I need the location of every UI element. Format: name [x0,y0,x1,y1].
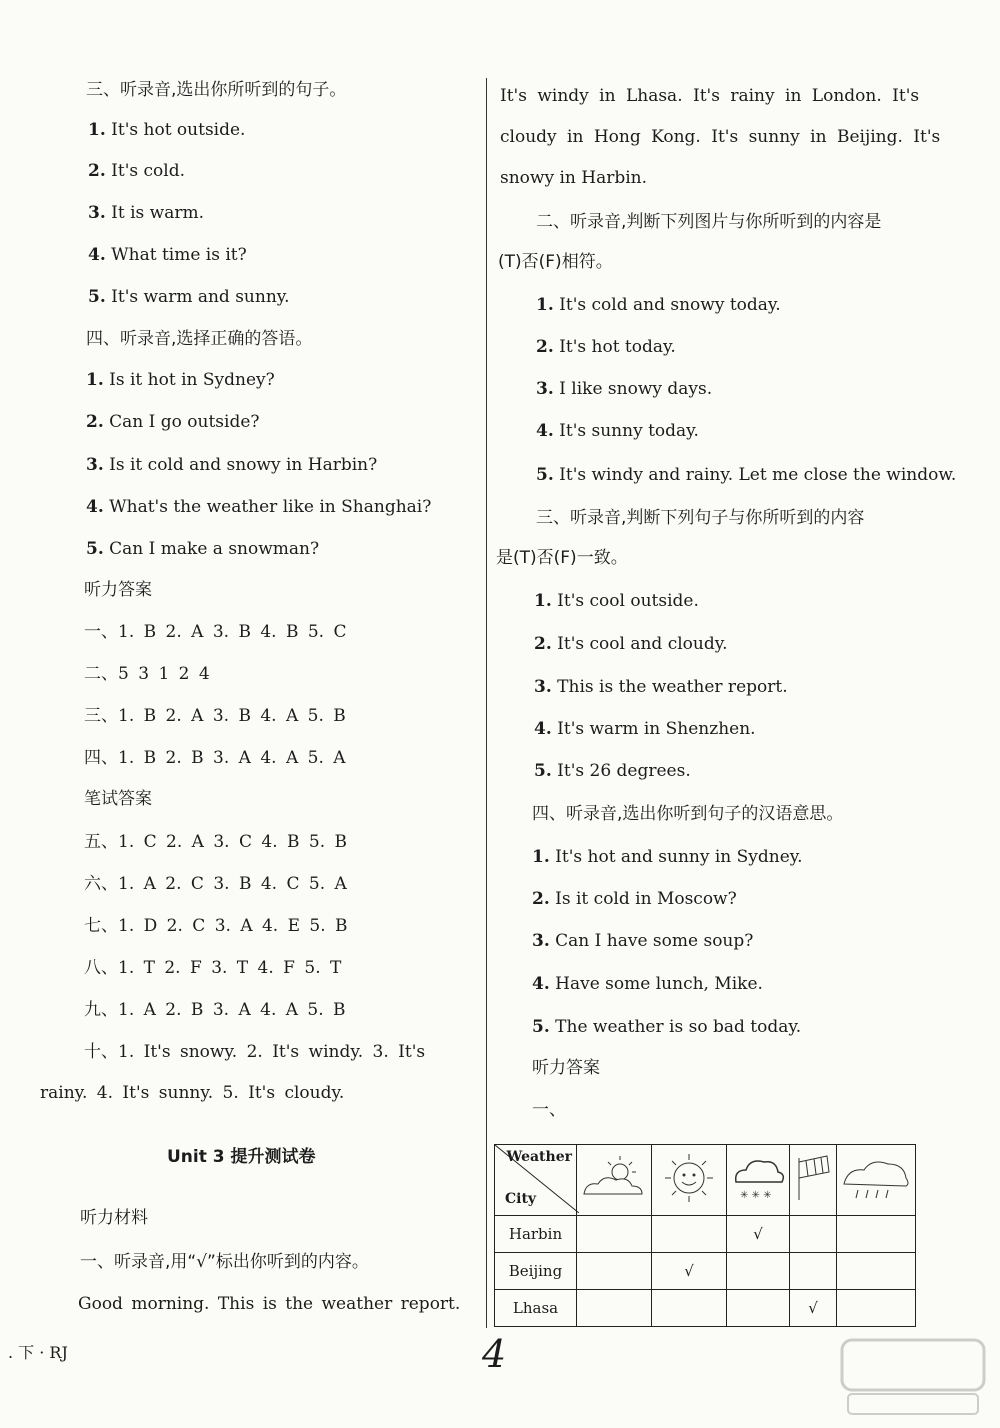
list-item: 5. It's windy and rainy. Let me close the window. [536,465,957,485]
list-item: 5. Can I make a snowman? [86,539,320,559]
list-item: 5. It's warm and sunny. [88,287,290,307]
table-header-row [495,1145,916,1216]
sunny-cloudy-icon [577,1145,652,1216]
section-3-title: 三、听录音,选出你所听到的句子。 [86,80,347,100]
table-row [495,1216,916,1253]
list-item: 3. Is it cold and snowy in Harbin? [86,455,378,475]
section-1-title: 一、听录音,用“√”标出你听到的内容。 [80,1252,369,1272]
page-number: 4 [482,1332,507,1376]
corner-label-city: City [505,1191,537,1207]
city-cell: Harbin [495,1216,577,1253]
paragraph-line: cloudy in Hong Kong. It's sunny in Beijing. It's [500,127,941,147]
list-item: 1. It's hot and sunny in Sydney. [532,847,803,867]
answer-line: 四、1. B 2. B 3. A 4. A 5. A [84,748,346,768]
sunny-icon [652,1145,727,1216]
list-item: 2. Is it cold in Moscow? [532,889,737,909]
check-cell [837,1253,916,1290]
city-cell: Beijing [495,1253,577,1290]
list-item: 4. It's warm in Shenzhen. [534,719,756,739]
list-item: 2. It's cold. [88,161,185,181]
footer-edition-label: . 下 · RJ [8,1343,68,1362]
list-item: 3. I like snowy days. [536,379,713,399]
answer-line: 五、1. C 2. A 3. C 4. B 5. B [84,832,348,852]
answer-line: 七、1. D 2. C 3. A 4. E 5. B [84,916,348,936]
section-4-title: 四、听录音,选出你听到句子的汉语意思。 [532,804,844,824]
list-item: 4. What time is it? [88,245,247,265]
answer-line: 三、1. B 2. A 3. B 4. A 5. B [84,706,346,726]
paragraph-line: It's windy in Lhasa. It's rainy in London. It's [500,86,920,106]
paragraph: Good morning. This is the weather report. [78,1294,461,1314]
list-item: 5. It's 26 degrees. [534,761,691,781]
answer-line: 十、1. It's snowy. 2. It's windy. 3. It's [84,1042,426,1062]
answer-line: 八、1. T 2. F 3. T 4. F 5. T [84,958,342,978]
answer-line: 九、1. A 2. B 3. A 4. A 5. B [84,1000,346,1020]
list-item: 1. It's cool outside. [534,591,699,611]
list-item: 1. Is it hot in Sydney? [86,370,275,390]
answer-line: 二、5 3 1 2 4 [84,664,210,684]
check-cell [727,1290,790,1327]
check-cell [652,1216,727,1253]
list-item: 4. It's sunny today. [536,421,699,441]
check-cell: √ [652,1253,727,1290]
answer-line: 一、1. B 2. A 3. B 4. B 5. C [84,622,347,642]
unit-title: Unit 3 提升测试卷 [167,1147,316,1167]
check-cell [727,1253,790,1290]
check-cell [577,1216,652,1253]
list-item: 4. Have some lunch, Mike. [532,974,763,994]
listening-material-title: 听力材料 [80,1208,148,1228]
answers-subsection: 一、 [532,1100,566,1120]
list-item: 3. It is warm. [88,203,205,223]
check-cell [577,1253,652,1290]
list-item: 1. It's cold and snowy today. [536,295,781,315]
list-item: 2. Can I go outside? [86,412,260,432]
check-cell [837,1290,916,1327]
answer-line: 六、1. A 2. C 3. B 4. C 5. A [84,874,347,894]
list-item: 5. The weather is so bad today. [532,1017,802,1037]
table-corner-cell [495,1145,577,1216]
list-item: 3. Can I have some soup? [532,931,754,951]
section-4-title: 四、听录音,选择正确的答语。 [86,329,313,349]
table-row [495,1253,916,1290]
list-item: 2. It's hot today. [536,337,676,357]
listening-answers-title: 听力答案 [84,580,152,600]
city-cell: Lhasa [495,1290,577,1327]
svg-text:✳ ✳ ✳: ✳ ✳ ✳ [740,1190,772,1201]
list-item: 3. This is the weather report. [534,677,788,697]
snowy-icon [727,1145,790,1216]
table-row [495,1290,916,1327]
watermark-logo [838,1330,988,1420]
listening-answers-title: 听力答案 [532,1058,600,1078]
written-answers-title: 笔试答案 [84,789,152,809]
check-cell [577,1290,652,1327]
section-3-title: 三、听录音,判断下列句子与你所听到的内容 [536,508,865,528]
section-2-title: 二、听录音,判断下列图片与你所听到的内容是 [536,212,882,232]
check-cell [790,1216,837,1253]
list-item: 1. It's hot outside. [88,120,246,140]
corner-label-weather: Weather [506,1149,572,1165]
list-item: 2. It's cool and cloudy. [534,634,728,654]
section-3-title-cont: 是(T)否(F)一致。 [496,548,628,568]
check-cell [652,1290,727,1327]
section-2-title-cont: (T)否(F)相符。 [498,252,613,272]
weather-answer-table [494,1144,916,1327]
windy-icon [790,1145,837,1216]
answer-line: rainy. 4. It's sunny. 5. It's cloudy. [40,1083,345,1103]
list-item: 4. What's the weather like in Shanghai? [86,497,432,517]
paragraph-line: snowy in Harbin. [500,168,648,188]
check-cell [790,1253,837,1290]
column-divider [486,78,487,1328]
check-cell: √ [790,1290,837,1327]
rainy-icon [837,1145,916,1216]
check-cell: √ [727,1216,790,1253]
check-cell [837,1216,916,1253]
